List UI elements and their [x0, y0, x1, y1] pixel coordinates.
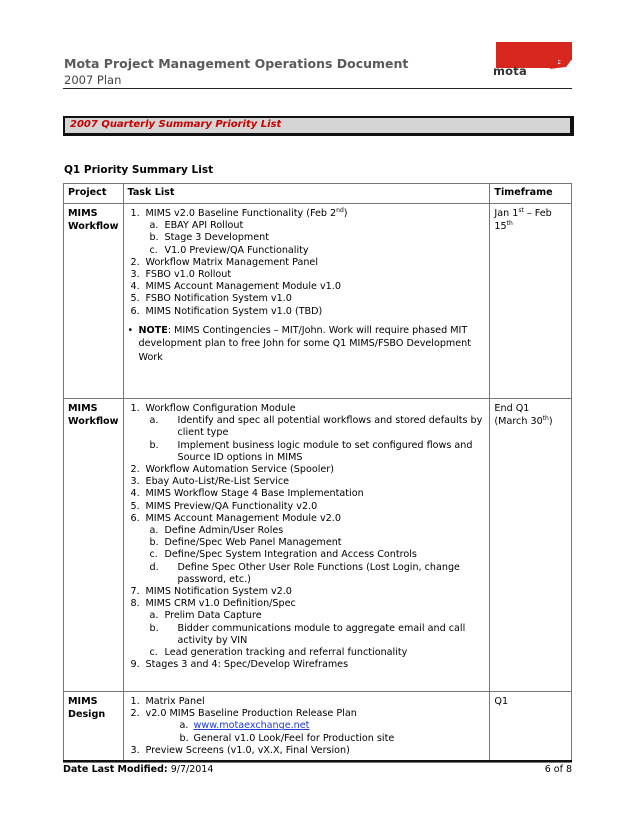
- list-item: c. Define/Spec System Integration and Access Controls: [149, 549, 417, 561]
- list-item: 3. Ebay Auto-List/Re-List Service: [130, 476, 290, 488]
- project-cell: MIMS Workflow: [64, 399, 124, 692]
- table-row: [64, 692, 572, 763]
- column-header-timeframe: Timeframe: [490, 184, 572, 204]
- document-title: Mota Project Management Operations Document: [64, 56, 409, 71]
- column-header-project: Project: [64, 184, 124, 204]
- project-cell: MIMS Design: [64, 692, 124, 763]
- list-item: a. Prelim Data Capture: [149, 610, 262, 622]
- list-item: a. Identify and spec all potential workflows and stored defaults by client type: [149, 415, 483, 439]
- list-item: 1. Matrix Panel: [130, 696, 205, 707]
- section-banner: [63, 116, 574, 136]
- document-subtitle: 2007 Plan: [64, 73, 122, 87]
- footer-label: Date Last Modified:: [63, 764, 168, 775]
- list-item: 2. Workflow Matrix Management Panel: [130, 256, 319, 268]
- logo-wordmark: mota: [493, 64, 527, 78]
- list-item: 9. Stages 3 and 4: Spec/Develop Wireframes: [130, 659, 349, 671]
- list-item: c. V1.0 Preview/QA Functionality: [149, 244, 309, 256]
- bullet-icon: •: [127, 324, 134, 336]
- list-item: b. Define/Spec Web Panel Management: [149, 537, 342, 549]
- timeframe-cell: Q1: [490, 692, 572, 763]
- page-number: 6 of 8: [544, 764, 572, 775]
- list-item: 5. FSBO Notification System v1.0: [130, 293, 292, 305]
- task-list-cell: [123, 399, 490, 692]
- list-item: d. Define Spec Other User Role Functions (Lost Login, change password, etc.): [149, 561, 460, 585]
- list-item: 8. MIMS CRM v1.0 Definition/Spec: [130, 598, 296, 610]
- list-item: 6. MIMS Account Management Module v2.0: [130, 512, 341, 524]
- note-item: • NOTE: MIMS Contingencies – MIT/John. Work will require phased MIT development plan to free John for some Q1 MIMS/FSBO Development Work: [127, 324, 472, 363]
- column-header-tasks: Task List: [123, 184, 490, 204]
- list-item: 2. Workflow Automation Service (Spooler): [130, 464, 334, 476]
- list-item: 3. Preview Screens (v1.0, vX.X, Final Version): [130, 744, 350, 756]
- task-list-cell: [123, 692, 490, 763]
- list-item: b. Stage 3 Development: [149, 232, 270, 244]
- table-row: [64, 399, 572, 692]
- timeframe-cell: End Q1 (March 30th): [490, 399, 572, 692]
- list-item: 2. v2.0 MIMS Baseline Production Release Plan: [130, 708, 357, 720]
- list-item: 4. MIMS Account Management Module v1.0: [130, 281, 341, 293]
- project-cell: MIMS Workflow: [64, 204, 124, 399]
- footer-modified: [63, 764, 213, 775]
- list-item: 4. MIMS Workflow Stage 4 Base Implementation: [130, 488, 364, 500]
- list-item: b. Implement business logic module to set configured flows and Source ID options in MIMS: [149, 439, 473, 463]
- list-item: 6. MIMS Notification System v1.0 (TBD): [130, 305, 323, 317]
- banner-title: 2007 Quarterly Summary Priority List: [70, 119, 282, 130]
- table-row: [64, 204, 572, 399]
- list-item: a. www.motaexchange.net: [179, 720, 310, 732]
- priority-table: [63, 183, 572, 763]
- list-item: b. General v1.0 Look/Feel for Production site: [179, 732, 395, 744]
- list-item: 5. MIMS Preview/QA Functionality v2.0: [130, 500, 318, 512]
- list-item: 1. Workflow Configuration Module: [130, 403, 296, 414]
- website-link[interactable]: www.motaexchange.net: [193, 720, 310, 732]
- task-list-cell: [123, 204, 490, 399]
- timeframe-cell: Jan 1st – Feb 15th: [490, 204, 572, 399]
- list-item: 1. MIMS v2.0 Baseline Functionality (Feb 2nd): [130, 206, 348, 219]
- section-heading: Q1 Priority Summary List: [64, 164, 214, 176]
- list-item: 3. FSBO v1.0 Rollout: [130, 269, 232, 281]
- footer-date: 9/7/2014: [170, 764, 214, 775]
- list-item: b. Bidder communications module to aggregate email and call activity by VIN: [149, 622, 466, 646]
- table-header-row: [64, 184, 572, 204]
- list-item: 7. MIMS Notification System v2.0: [130, 586, 292, 598]
- list-item: a. EBAY API Rollout: [149, 220, 244, 232]
- list-item: c. Lead generation tracking and referral functionality: [149, 647, 408, 659]
- footer-divider: [63, 760, 572, 762]
- list-item: a. Define Admin/User Roles: [149, 525, 284, 537]
- header-divider: [63, 88, 572, 89]
